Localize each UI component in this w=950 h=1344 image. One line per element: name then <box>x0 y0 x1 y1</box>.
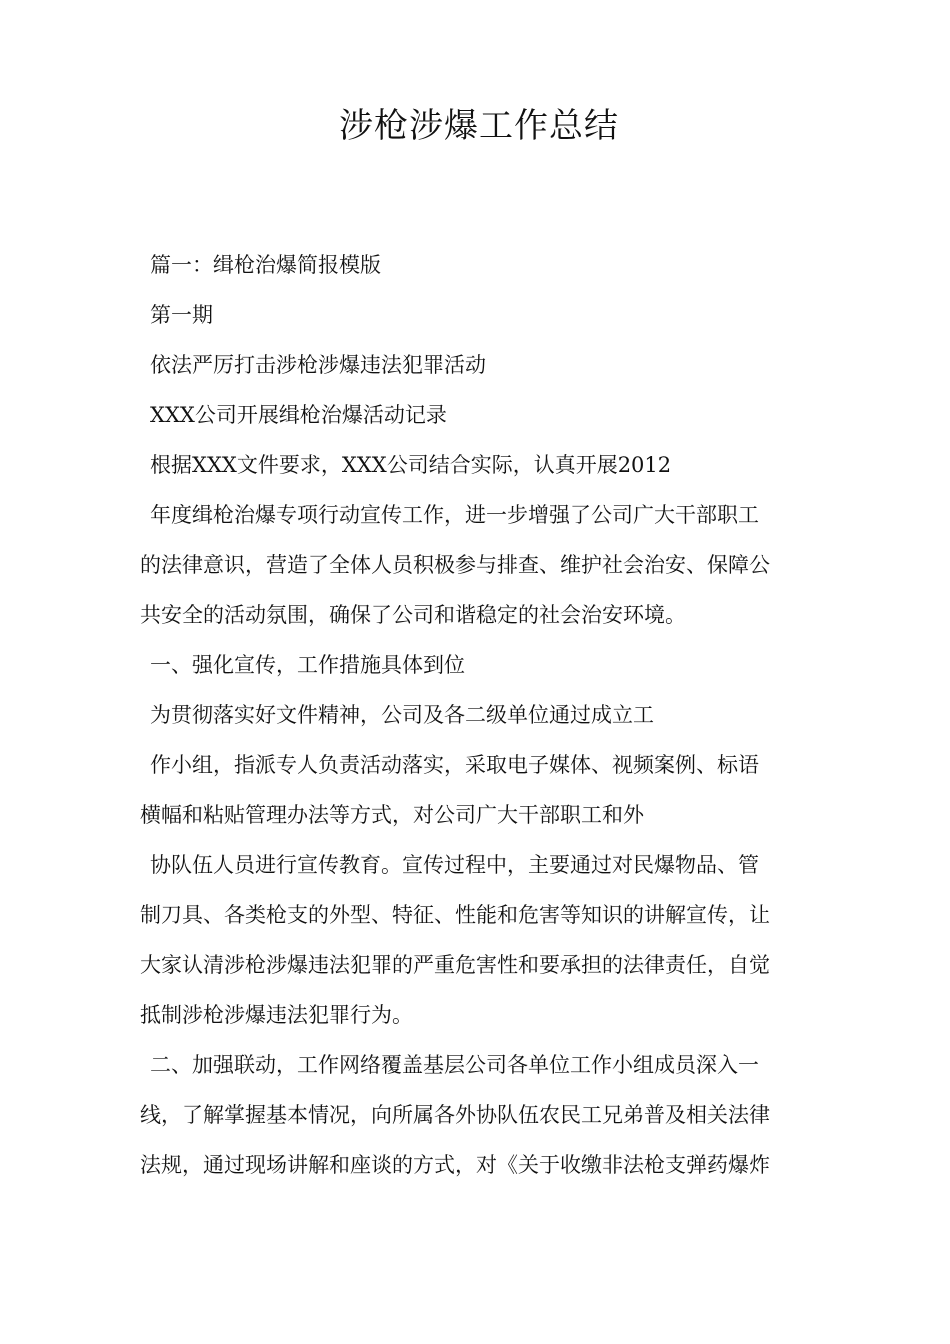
text-line: 共安全的活动氛围，确保了公司和谐稳定的社会治安环境。 <box>140 603 686 627</box>
text-line: 线，了解掌握基本情况，向所属各外协队伍农民工兄弟普及相关法律 <box>140 1103 770 1127</box>
document-body <box>140 240 818 1190</box>
text-line: 第一期 <box>150 303 213 327</box>
text-line: 为贯彻落实好文件精神，公司及各二级单位通过成立工 <box>150 703 654 727</box>
text-line: 二、加强联动，工作网络覆盖基层公司各单位工作小组成员深入一 <box>150 1053 759 1077</box>
text-line: XXX公司开展缉枪治爆活动记录 <box>150 403 447 427</box>
text-line: 一、强化宣传，工作措施具体到位 <box>150 653 465 677</box>
text-line: 根据XXX文件要求，XXX公司结合实际，认真开展2012 <box>150 453 672 477</box>
text-line: 大家认清涉枪涉爆违法犯罪的严重危害性和要承担的法律责任，自觉 <box>140 953 770 977</box>
text-line: 作小组，指派专人负责活动落实，采取电子媒体、视频案例、标语 <box>150 753 759 777</box>
text-line: 制刀具、各类枪支的外型、特征、性能和危害等知识的讲解宣传，让 <box>140 903 770 927</box>
text-line: 年度缉枪治爆专项行动宣传工作，进一步增强了公司广大干部职工 <box>150 503 759 527</box>
text-line: 的法律意识，营造了全体人员积极参与排查、维护社会治安、保障公 <box>140 553 770 577</box>
text-line: 篇一：缉枪治爆简报模版 <box>150 253 381 277</box>
text-line: 依法严厉打击涉枪涉爆违法犯罪活动 <box>150 353 486 377</box>
text-line: 抵制涉枪涉爆违法犯罪行为。 <box>140 1003 413 1027</box>
text-line: 法规，通过现场讲解和座谈的方式，对《关于收缴非法枪支弹药爆炸 <box>140 1153 770 1177</box>
document-title: 涉枪涉爆工作总结 <box>339 106 619 146</box>
text-line: 协队伍人员进行宣传教育。宣传过程中，主要通过对民爆物品、管 <box>150 853 759 877</box>
text-line: 横幅和粘贴管理办法等方式，对公司广大干部职工和外 <box>140 803 644 827</box>
